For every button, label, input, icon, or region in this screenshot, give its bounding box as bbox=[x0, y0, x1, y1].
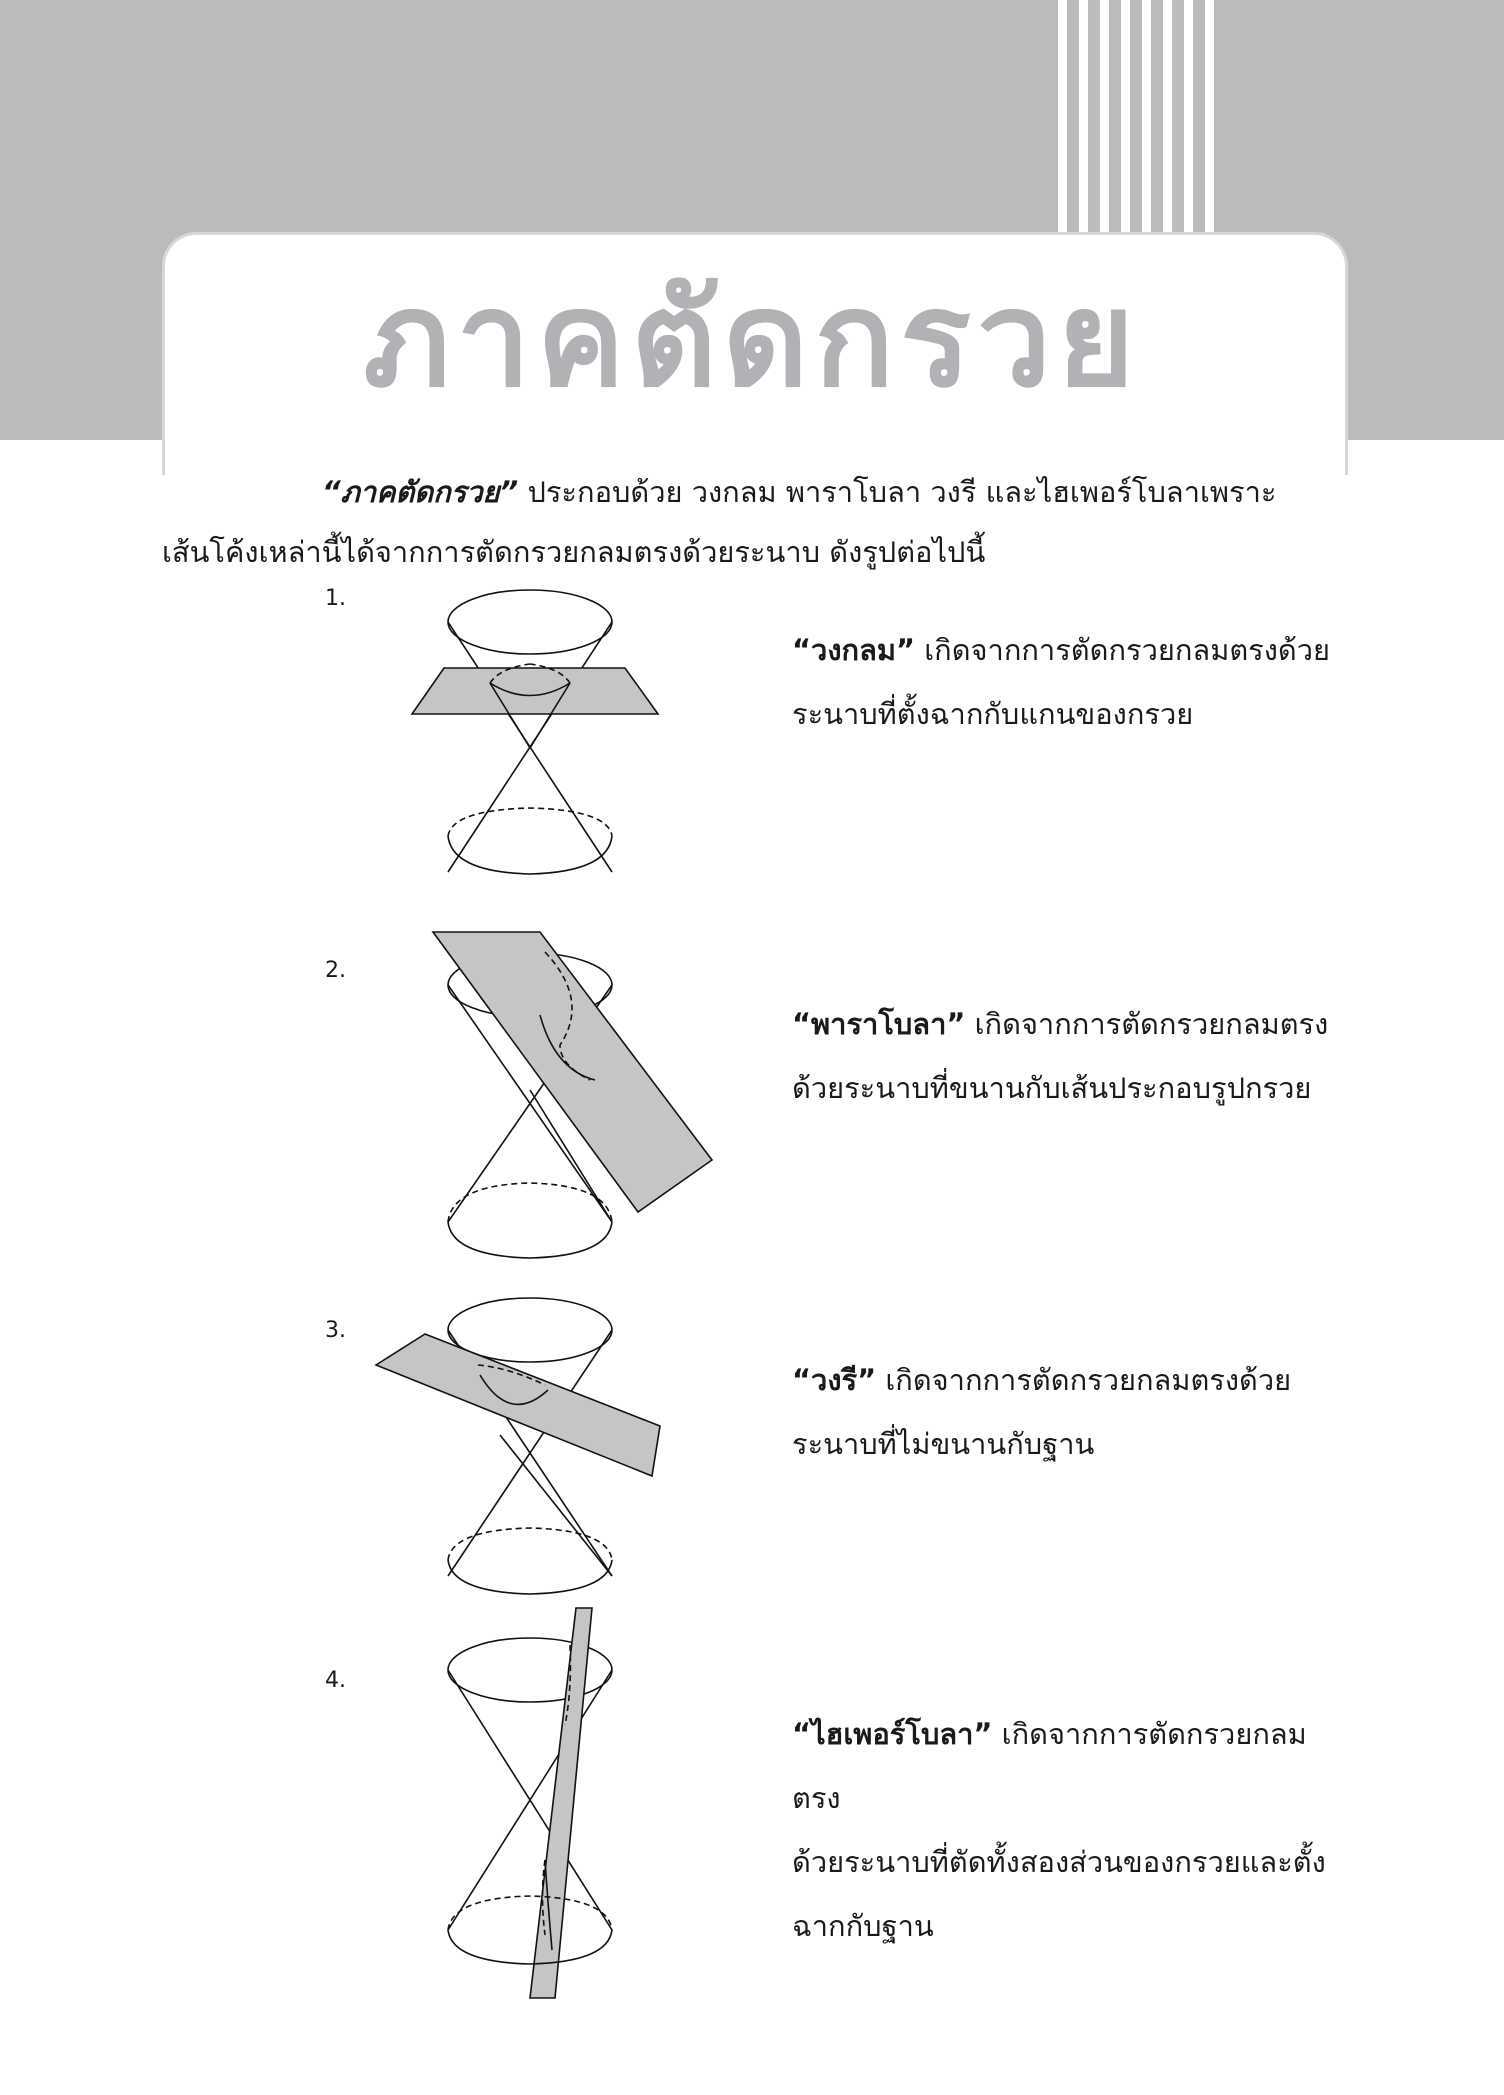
section-number-2: 2. bbox=[325, 958, 346, 983]
circle-desc-line1: เกิดจากการตัดกรวยกลมตรงด้วย bbox=[915, 633, 1330, 667]
circle-term: “วงกลม” bbox=[792, 633, 916, 667]
intro-line-1-text: ประกอบด้วย วงกลม พาราโบลา วงรี และไฮเพอร์โบลาเพราะ bbox=[518, 475, 1277, 509]
parabola-term: “พาราโบลา” bbox=[792, 1007, 966, 1041]
section-number-3: 3. bbox=[325, 1318, 346, 1343]
hyperbola-desc-rest: ด้วยระนาบที่ตัดทั้งสองส่วนของกรวยและตั้งฉากกับฐาน bbox=[792, 1845, 1326, 1943]
hyperbola-cutting-plane bbox=[530, 1608, 592, 1998]
ellipse-desc-rest: ระนาบที่ไม่ขนานกับฐาน bbox=[792, 1427, 1095, 1461]
page-title: ภาคตัดกรวย bbox=[363, 263, 1141, 417]
circle-desc-rest: ระนาบที่ตั้งฉากกับแกนของกรวย bbox=[792, 697, 1194, 731]
parabola-desc-rest: ด้วยระนาบที่ขนานกับเส้นประกอบรูปกรวย bbox=[792, 1071, 1312, 1105]
parabola-desc-line1: เกิดจากการตัดกรวยกลมตรง bbox=[965, 1007, 1329, 1041]
section-number-4: 4. bbox=[325, 1668, 346, 1693]
hyperbola-desc-line1: เกิดจากการตัดกรวยกลมตรง bbox=[792, 1717, 1307, 1815]
intro-term: “ภาคตัดกรวย” bbox=[322, 475, 519, 509]
ellipse-term: “วงรี” bbox=[792, 1363, 877, 1397]
ellipse-desc-line1: เกิดจากการตัดกรวยกลมตรงด้วย bbox=[876, 1363, 1292, 1397]
hyperbola-term: “ไฮเพอร์โบลา” bbox=[792, 1717, 993, 1751]
section-number-1: 1. bbox=[325, 586, 346, 611]
intro-line-2: เส้นโค้งเหล่านี้ได้จากการตัดกรวยกลมตรงด้วยระนาบ ดังรูปต่อไปนี้ bbox=[162, 535, 986, 569]
